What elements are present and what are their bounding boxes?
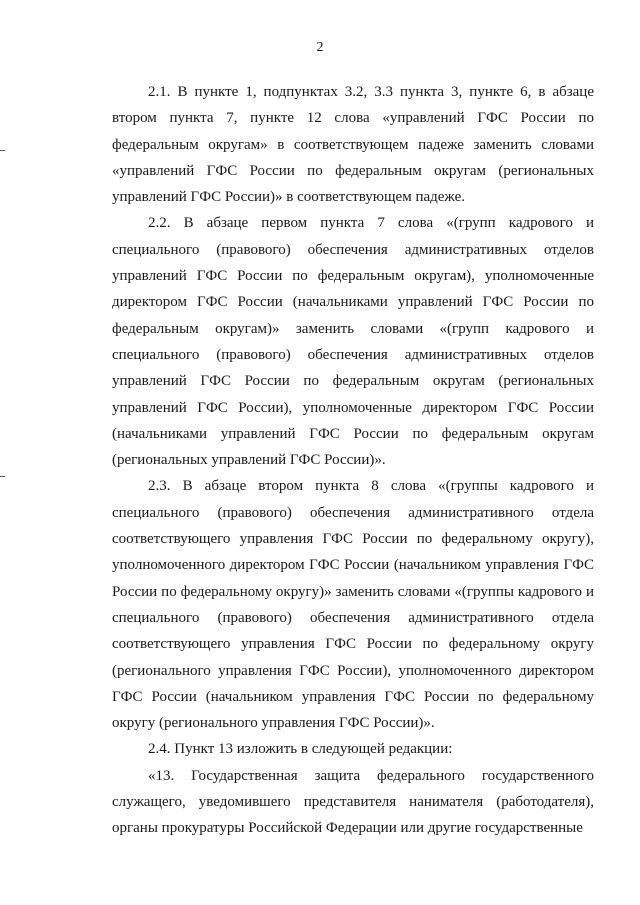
page-number: 2 bbox=[316, 40, 324, 55]
margin-tick bbox=[0, 150, 5, 151]
paragraph-2-3: 2.3. В абзаце втором пункта 8 слова «(группы кадрового и специального (правового) обеспечения административного отдела соответствующего управления ГФС России по федеральному округу), уполномоченного директором ГФС России (начальником управления ГФС России по федеральному округу)» заменить словами «(группы кадрового и специального (правового) обеспечения административного отдела соответствующего управления ГФС России по федеральному округу (регионального управления ГФС России), уполномоченного директором ГФС России (начальником управления ГФС России по федеральному округу (регионального управления ГФС России)». bbox=[112, 478, 594, 732]
paragraph-13-quote: «13. Государственная защита федерального государственного служащего, уведомившего представителя нанимателя (работодателя), органы прокуратуры Российской Федерации или другие государственные bbox=[112, 767, 594, 837]
margin-tick bbox=[0, 476, 5, 477]
document-body bbox=[112, 79, 594, 842]
paragraph-2-4: 2.4. Пункт 13 изложить в следующей редакции: bbox=[148, 741, 453, 758]
paragraph-2-2: 2.2. В абзаце первом пункта 7 слова «(групп кадрового и специального (правового) обеспечения административных отделов управлений ГФС России по федеральным округам), уполномоченные директором ГФС России (начальниками управлений ГФС России по федеральным округам)» заменить словами «(групп кадрового и специального (правового) обеспечения административных отделов управлений ГФС России по федеральным округам (региональных управлений ГФС России), уполномоченные директором ГФС России (начальниками управлений ГФС России по федеральным округам (региональных управлений ГФС России)». bbox=[112, 215, 594, 469]
paragraph-2-1: 2.1. В пункте 1, подпунктах 3.2, 3.3 пункта 3, пункте 6, в абзаце втором пункта 7, пункте 12 слова «управлений ГФС России по федеральным округам» в соответствующем падеже заменить словами «управлений ГФС России по федеральным округам (региональных управлений ГФС России)» в соответствующем падеже. bbox=[112, 84, 594, 206]
